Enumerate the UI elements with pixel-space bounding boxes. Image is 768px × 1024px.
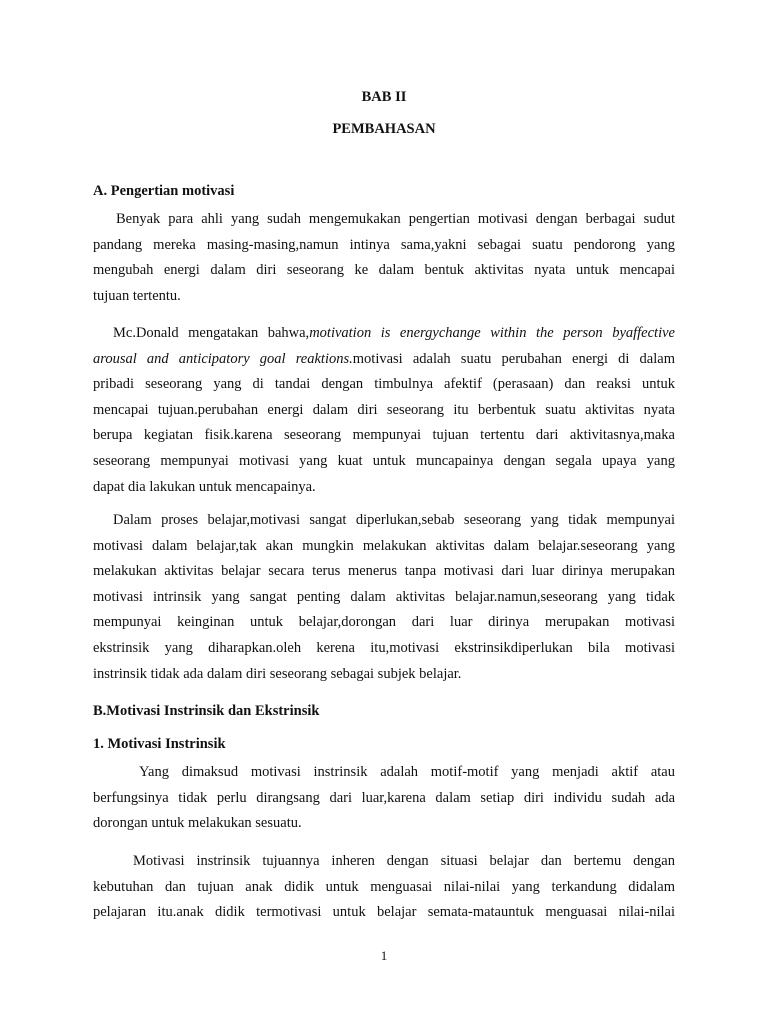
- section-a-paragraph-3: [93, 508, 675, 687]
- text-line: pandang mereka masing-masing,namun intinya sama,yakni sebagai suatu pendorong yang: [93, 236, 675, 253]
- text-line: berfungsinya tidak perlu dirangsang dari luar,karena dalam setiap diri individu sudah ada: [93, 789, 675, 806]
- text-line: mengubah energi dalam diri seseorang ke dalam bentuk aktivitas nyata untuk mencapai: [93, 262, 675, 279]
- subsection-1-paragraph-1: [93, 760, 675, 837]
- section-a-paragraph-2: [93, 321, 675, 500]
- chapter-number: BAB II: [361, 89, 407, 105]
- text-line: Motivasi instrinsik tujuannya inheren dengan situasi belajar dan bertemu dengan: [133, 853, 675, 869]
- italic-quote: arousal and anticipatory goal reaktions.: [93, 350, 353, 367]
- section-a-paragraph-1: [93, 207, 675, 309]
- text-run: motivasi adalah suatu perubahan energi di dalam: [352, 350, 675, 367]
- italic-quote: motivation is energychange within the person byaffective: [309, 325, 675, 341]
- text-line: Dalam proses belajar,motivasi sangat diperlukan,sebab seseorang yang tidak mempunyai: [113, 512, 675, 528]
- text-line: [93, 347, 675, 373]
- text-line: mencapai tujuan.perubahan energi dalam diri seseorang itu berbentuk suatu aktivitas nyata: [93, 401, 675, 418]
- text-line: dorongan untuk melakukan sesuatu.: [93, 815, 302, 832]
- section-a-heading: A. Pengertian motivasi: [93, 183, 235, 199]
- text-line: pelajaran itu.anak didik termotivasi untuk belajar semata-matauntuk menguasai nilai-nilai: [93, 904, 675, 921]
- text-line: mempunyai keinginan untuk belajar,dorongan dari luar dirinya merupakan motivasi: [93, 614, 675, 631]
- subsection-1-heading: 1. Motivasi Instrinsik: [93, 736, 226, 752]
- page-number: 1: [380, 948, 388, 963]
- section-b-heading: B.Motivasi Instrinsik dan Ekstrinsik: [93, 703, 320, 719]
- text-line: Yang dimaksud motivasi instrinsik adalah motif-motif yang menjadi aktif atau: [139, 764, 675, 780]
- text-line: [93, 321, 675, 347]
- text-line: instrinsik tidak ada dalam diri seseorang sebagai subjek belajar.: [93, 665, 462, 682]
- text-line: ekstrinsik yang diharapkan.oleh kerena itu,motivasi ekstrinsikdiperlukan bila motivasi: [93, 639, 675, 656]
- chapter-title: PEMBAHASAN: [332, 121, 436, 137]
- text-line: Benyak para ahli yang sudah mengemukakan pengertian motivasi dengan berbagai sudut: [116, 211, 675, 227]
- text-line: tujuan tertentu.: [93, 287, 181, 304]
- text-line: melakukan aktivitas belajar secara terus menerus tanpa motivasi dari luar dirinya merupakan: [93, 563, 675, 580]
- text-line: berupa kegiatan fisik.karena seseorang mempunyai tujuan tertentu dari aktivitasnya,maka: [93, 427, 675, 444]
- subsection-1-paragraph-2: [93, 849, 675, 926]
- text-line: motivasi dalam belajar,tak akan mungkin melakukan aktivitas dalam belajar.seseorang yang: [93, 537, 675, 554]
- text-run: Mc.Donald mengatakan bahwa,: [113, 325, 310, 341]
- text-line: kebutuhan dan tujuan anak didik untuk menguasai nilai-nilai yang terkandung didalam: [93, 878, 675, 895]
- text-line: dapat dia lakukan untuk mencapainya.: [93, 478, 316, 495]
- text-line: motivasi intrinsik yang sangat penting dalam aktivitas belajar.namun,seseorang yang tidak: [93, 588, 675, 605]
- text-line: seseorang mempunyai motivasi yang kuat untuk muncapainya dengan segala upaya yang: [93, 452, 675, 469]
- text-line: pribadi seseorang yang di tandai dengan timbulnya afektif (perasaan) dan reaksi untuk: [93, 376, 675, 393]
